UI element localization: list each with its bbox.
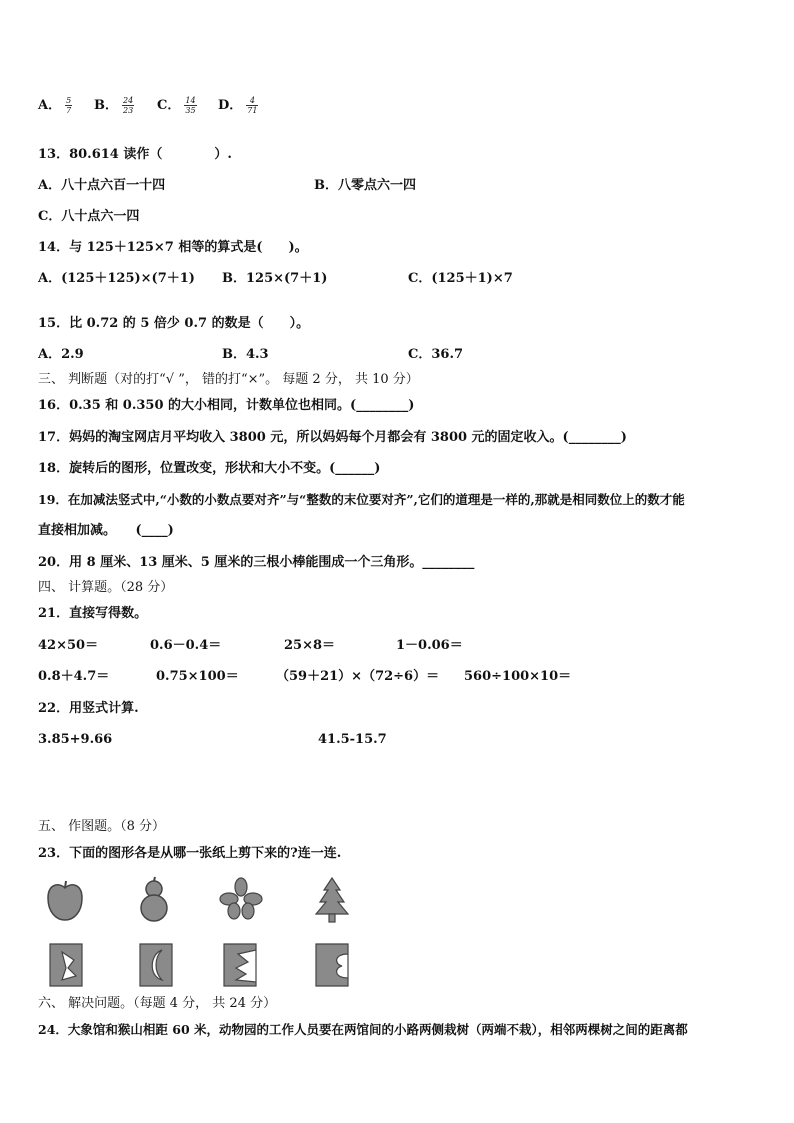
q12-option-a-fraction [65, 96, 72, 115]
q23-stem: 23．下面的图形各是从哪一张纸上剪下来的?连一连. [38, 846, 342, 861]
section-4-heading: 四、 计算题。（28 分） [38, 580, 174, 595]
fraction-denominator: 71 [247, 106, 258, 115]
q12-option-b-fraction [122, 96, 134, 115]
fraction-denominator: 35 [185, 106, 196, 115]
section-3-heading: 三、 判断题（对的打“√ ”， 错的打“×”。 每题 2 分， 共 10 分） [38, 372, 419, 387]
q21-row1-item-3: 25×8＝ [284, 638, 336, 653]
q12-option-b [94, 96, 134, 115]
section-6-heading: 六、 解决问题。（每题 4 分， 共 24 分） [38, 996, 277, 1011]
q19-line-2: 直接相加减。 (____) [38, 523, 174, 538]
q12-option-c-letter: C． [157, 98, 181, 113]
q22-item-2: 41.5-15.7 [318, 732, 387, 747]
q21-row2-item-2: 0.75×100＝ [156, 669, 239, 684]
paper-cutout-c-icon [222, 942, 258, 988]
q21-stem: 21．直接写得数。 [38, 606, 148, 621]
fraction-numerator: 5 [66, 96, 72, 105]
paper-cutout-a-icon [48, 942, 84, 988]
q15-option-c: C．36.7 [408, 347, 464, 362]
fraction-numerator: 24 [123, 96, 134, 105]
q21-row2-item-4: 560÷100×10＝ [464, 669, 572, 684]
q13-stem: 13．80.614 读作（ ）. [38, 147, 232, 162]
apple-shape-icon [44, 878, 86, 924]
q24: 24．大象馆和猴山相距 60 米，动物园的工作人员要在两馆间的小路两侧栽树（两端不栽），相邻两棵树之间的距离都 [38, 1022, 688, 1037]
q12-option-d-letter: D． [218, 98, 243, 113]
q21-row1-item-2: 0.6－0.4＝ [150, 638, 222, 653]
q18: 18．旋转后的图形，位置改变，形状和大小不变。(______) [38, 461, 381, 476]
fraction-numerator: 14 [185, 96, 196, 105]
tree-shape-icon [312, 876, 352, 924]
q19-line-1: 19．在加减法竖式中,“小数的小数点要对齐”与“整数的末位要对齐”,它们的道理是一样的,那就是相同数位上的数才能 [38, 492, 685, 507]
q21-row2-item-1: 0.8＋4.7＝ [38, 669, 110, 684]
q14-option-b: B．125×(7＋1) [222, 271, 328, 286]
q20: 20．用 8 厘米、13 厘米、5 厘米的三根小棒能围成一个三角形。________ [38, 555, 475, 570]
q12-option-d-fraction [246, 96, 258, 115]
q12-option-b-letter: B． [94, 98, 118, 113]
q13-option-c: C．八十点六一四 [38, 209, 140, 224]
fraction-numerator: 4 [246, 96, 258, 106]
q21-row2-item-3: （59＋21）×（72÷6）＝ [276, 669, 440, 684]
q15-option-b: B．4.3 [222, 347, 269, 362]
q21-row1-item-1: 42×50＝ [38, 638, 99, 653]
q16: 16．0.35 和 0.350 的大小相同，计数单位也相同。(________) [38, 398, 415, 413]
q21-row1-item-4: 1－0.06＝ [396, 638, 463, 653]
q14-option-a: A．(125＋125)×(7＋1) [38, 271, 195, 286]
flower-shape-icon [218, 876, 264, 922]
paper-cutout-b-icon [138, 942, 174, 988]
fraction-denominator: 7 [66, 106, 72, 115]
q15-stem: 15．比 0.72 的 5 倍少 0.7 的数是（ ）。 [38, 316, 310, 331]
fraction-denominator: 23 [123, 106, 134, 115]
paper-cutout-d-icon [314, 942, 350, 988]
q12-option-d [218, 96, 258, 115]
q13-option-b: B．八零点六一四 [314, 178, 416, 193]
q22-stem: 22．用竖式计算. [38, 701, 139, 716]
q12-option-c-fraction [184, 96, 196, 115]
q17: 17．妈妈的淘宝网店月平均收入 3800 元，所以妈妈每个月都会有 3800 元的固定收入。(________) [38, 430, 627, 445]
q12-option-a-letter: A． [38, 98, 62, 113]
section-5-heading: 五、 作图题。（8 分） [38, 819, 166, 834]
q14-option-c: C．(125＋1)×7 [408, 271, 513, 286]
q22-item-1: 3.85+9.66 [38, 732, 113, 747]
q12-option-c [157, 96, 197, 115]
q15-option-a: A．2.9 [38, 347, 84, 362]
q12-option-a [38, 96, 72, 115]
gourd-shape-icon [134, 876, 174, 924]
q13-option-a: A．八十点六百一十四 [38, 178, 166, 193]
q14-stem: 14．与 125＋125×7 相等的算式是( )。 [38, 240, 308, 255]
